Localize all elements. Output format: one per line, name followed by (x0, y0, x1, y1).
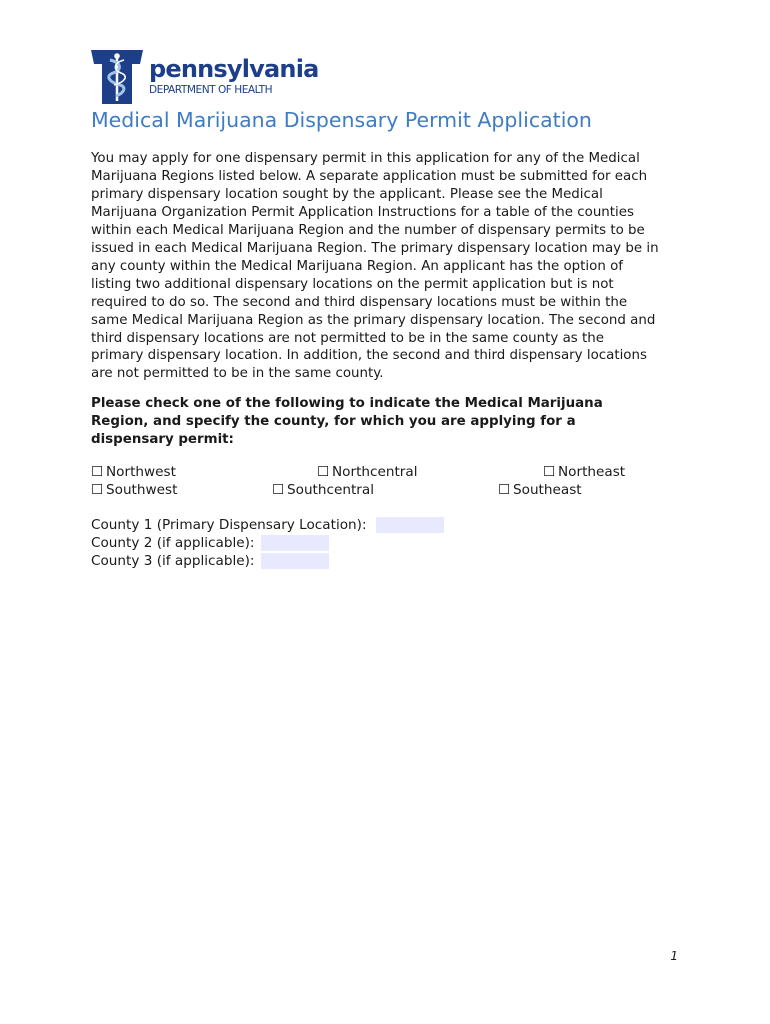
region-option-northcentral[interactable] (317, 463, 418, 481)
intro-line: within each Medical Marijuana Region and the number of dispensary permits to be (91, 222, 645, 238)
instruction-line: dispensary permit: (91, 432, 234, 447)
checkbox-icon[interactable]: ☐ (91, 482, 104, 498)
region-option-southeast[interactable] (498, 481, 582, 499)
logo-department: DEPARTMENT OF HEALTH (149, 84, 273, 96)
intro-line: issued in each Medical Marijuana Region. The primary dispensary location may be in (91, 240, 659, 256)
region-label: Northwest (106, 464, 176, 480)
region-option-northeast[interactable] (543, 463, 625, 481)
intro-line: primary dispensary location. In addition, the second and third dispensary locations (91, 348, 647, 364)
checkbox-icon[interactable]: ☐ (543, 464, 556, 480)
intro-paragraph (91, 150, 687, 383)
checkbox-icon[interactable]: ☐ (272, 482, 285, 498)
region-option-northwest[interactable] (91, 463, 176, 481)
intro-line: same Medical Marijuana Region as the primary dispensary location. The second and (91, 312, 656, 328)
intro-line: third dispensary locations are not permitted to be in the same county as the (91, 330, 604, 346)
intro-line: any county within the Medical Marijuana Region. An applicant has the option of (91, 258, 623, 274)
county-2-field[interactable] (261, 535, 329, 551)
intro-line: You may apply for one dispensary permit in this application for any of the Medical (91, 151, 640, 166)
region-instruction (91, 395, 651, 449)
region-option-southwest[interactable] (91, 481, 177, 499)
keystone-caduceus-icon (91, 50, 143, 104)
checkbox-icon[interactable]: ☐ (91, 464, 104, 480)
logo-wordmark: pennsylvania (149, 55, 319, 83)
region-label: Southwest (106, 482, 178, 498)
instruction-line: Please check one of the following to indicate the Medical Marijuana (91, 396, 603, 411)
page-number: 1 (670, 949, 678, 963)
county-1-label: County 1 (Primary Dispensary Location): (91, 517, 367, 533)
region-label: Northcentral (332, 464, 418, 480)
region-label: Northeast (558, 464, 626, 480)
checkbox-icon[interactable]: ☐ (317, 464, 330, 480)
intro-line: are not permitted to be in the same county. (91, 366, 384, 382)
region-option-southcentral[interactable] (272, 481, 374, 499)
intro-line: listing two additional dispensary locations on the permit application but is not (91, 276, 614, 292)
page-title: Medical Marijuana Dispensary Permit Application (91, 108, 592, 132)
county-1-field[interactable] (376, 517, 444, 533)
pa-health-logo (91, 50, 319, 106)
intro-line: Marijuana Regions listed below. A separate application must be submitted for each (91, 168, 648, 184)
county-2-label: County 2 (if applicable): (91, 535, 255, 551)
region-label: Southcentral (287, 482, 374, 498)
checkbox-icon[interactable]: ☐ (498, 482, 511, 498)
county-3-label: County 3 (if applicable): (91, 553, 255, 569)
intro-line: Marijuana Organization Permit Application Instructions for a table of the counties (91, 204, 634, 220)
region-label: Southeast (513, 482, 582, 498)
intro-line: required to do so. The second and third dispensary locations must be within the (91, 294, 628, 310)
county-3-field[interactable] (261, 553, 329, 569)
intro-line: primary dispensary location sought by the applicant. Please see the Medical (91, 186, 603, 202)
instruction-line: Region, and specify the county, for which you are applying for a (91, 414, 576, 429)
